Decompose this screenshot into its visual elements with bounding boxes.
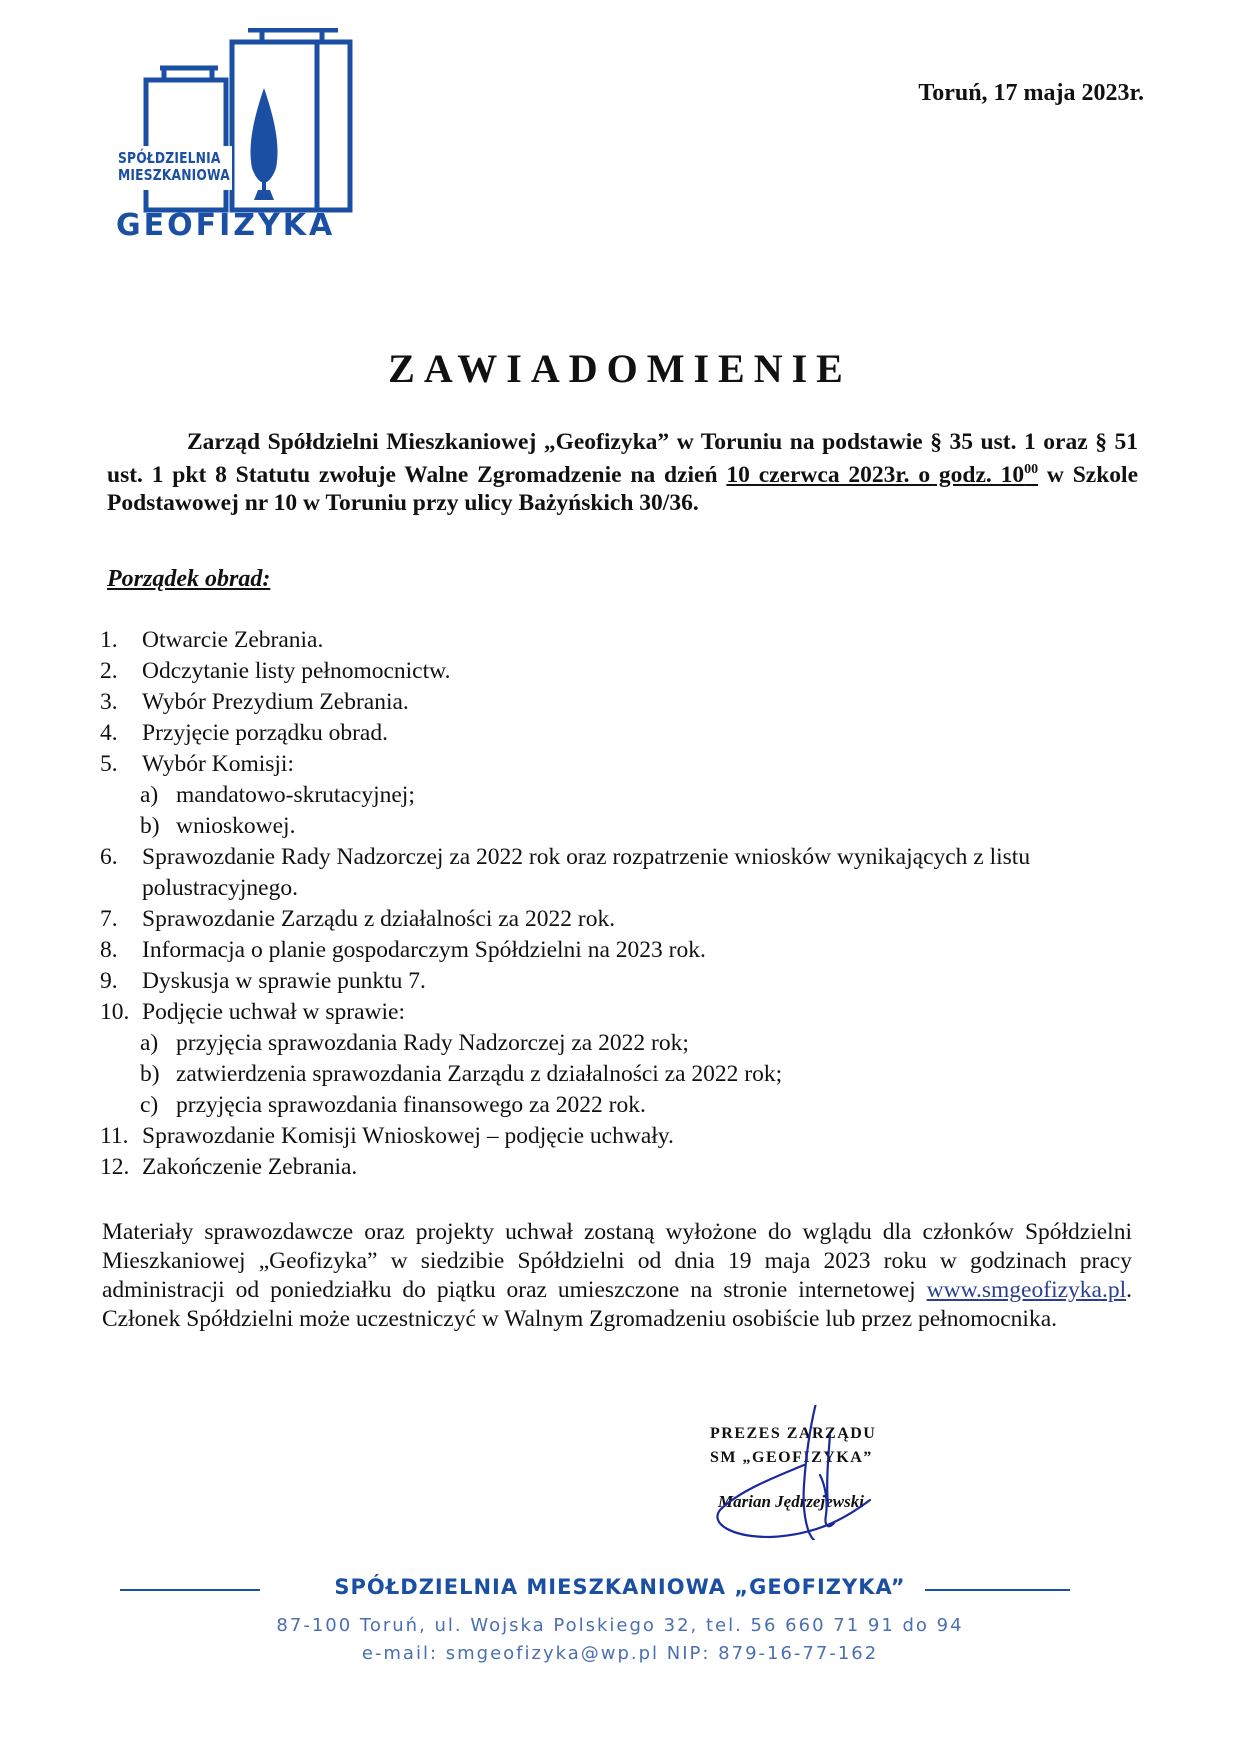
- footer-contact: e-mail: smgeofizyka@wp.pl NIP: 879-16-77-162: [361, 1643, 879, 1664]
- agenda-item-text: Otwarcie Zebrania.: [142, 627, 324, 653]
- agenda-subitem-letter: b): [140, 1061, 160, 1087]
- agenda-item-number: 3.: [100, 689, 118, 715]
- agenda-item: [100, 904, 1150, 935]
- agenda-item-number: 8.: [100, 937, 118, 963]
- agenda-item-text: Przyjęcie porządku obrad.: [142, 720, 388, 746]
- agenda-item: [100, 687, 1150, 718]
- agenda-list: [100, 625, 1150, 1183]
- agenda-item-number: 1.: [100, 627, 118, 653]
- signer-name: Marian Jędrzejewski: [718, 1492, 864, 1511]
- agenda-item-number: 4.: [100, 720, 118, 746]
- agenda-subitem-letter: a): [140, 782, 159, 808]
- signer-role-1: PREZES ZARZĄDU: [710, 1425, 877, 1442]
- agenda-subitem-text: przyjęcia sprawozdania finansowego za 2022 rok.: [176, 1092, 646, 1118]
- agenda-item-text: Zakończenie Zebrania.: [142, 1154, 358, 1180]
- meeting-date-time-text: 10 czerwca 2023r. o godz. 10: [726, 461, 1025, 488]
- handwritten-signature-icon: [700, 1405, 960, 1540]
- agenda-item-number: 12.: [100, 1154, 130, 1180]
- agenda-item-text: Odczytanie listy pełnomocnictw.: [142, 658, 451, 684]
- agenda-item-text: Sprawozdanie Komisji Wnioskowej – podjęcie uchwały.: [142, 1123, 674, 1149]
- agenda-item-number: 9.: [100, 968, 118, 994]
- agenda-subitem-letter: c): [140, 1092, 159, 1118]
- agenda-subitem: [100, 1090, 1150, 1121]
- meeting-time-minutes: 00: [1024, 462, 1039, 477]
- agenda-item: [100, 842, 1150, 904]
- agenda-heading: Porządek obrad:: [107, 566, 271, 592]
- intro-text-1: Zarząd Spółdzielni Mieszkaniowej „Geofizyka” w Toruniu na podstawie § 35 ust. 1 oraz § 51 ust. 1 pkt 8 Statutu zwołuje Walne Zgromadzenie na dzień: [107, 429, 1138, 488]
- agenda-item-number: 2.: [100, 658, 118, 684]
- agenda-item-text: Sprawozdanie Zarządu z działalności za 2022 rok.: [142, 906, 616, 932]
- place-and-date: Toruń, 17 maja 2023r.: [918, 80, 1144, 106]
- agenda-subitem-text: mandatowo-skrutacyjnej;: [176, 782, 415, 808]
- signature-block: [700, 1405, 960, 1540]
- logo-line-2: MIESZKANIOWA: [118, 166, 230, 184]
- agenda-subitem: [100, 1028, 1150, 1059]
- materials-paragraph: [102, 1218, 1132, 1334]
- agenda-subitem: [100, 1059, 1150, 1090]
- agenda-item-text: Informacja o planie gospodarczym Spółdzielni na 2023 rok.: [142, 937, 706, 963]
- agenda-subitem-text: zatwierdzenia sprawozdania Zarządu z działalności za 2022 rok;: [176, 1061, 783, 1087]
- agenda-item: [100, 749, 1150, 780]
- agenda-subitem-text: przyjęcia sprawozdania Rady Nadzorczej za 2022 rok;: [176, 1030, 689, 1056]
- agenda-item-number: 11.: [100, 1123, 129, 1149]
- intro-paragraph: [107, 428, 1138, 517]
- materials-text-1: Materiały sprawozdawcze oraz projekty uchwał zostaną wyłożone do wglądu dla członków Spółdzielni Mieszkaniowej „Geofizyka” w siedzibie Spółdzielni od dnia 19 maja 2023 roku w godzinach pracy administracji od poniedziałku do piątku oraz umieszczone na stronie internetowej: [102, 1219, 1132, 1303]
- materials-text-2: . Członek Spółdzielni może uczestniczyć w Walnym Zgromadzeniu osobiście lub przez pełnomocnika.: [102, 1277, 1132, 1332]
- agenda-item-text: Podjęcie uchwał w sprawie:: [142, 999, 405, 1025]
- agenda-item: [100, 935, 1150, 966]
- logo-brand-name: GEOFIZYKA: [116, 208, 336, 243]
- agenda-item-text: Wybór Prezydium Zebrania.: [142, 689, 409, 715]
- agenda-subitem: [100, 780, 1150, 811]
- agenda-item-number: 10.: [100, 999, 130, 1025]
- footer-address: 87-100 Toruń, ul. Wojska Polskiego 32, tel. 56 660 71 91 do 94: [276, 1615, 964, 1636]
- agenda-item-number: 5.: [100, 751, 118, 777]
- agenda-item-number: 7.: [100, 906, 118, 932]
- agenda-subitem-letter: b): [140, 813, 160, 839]
- signer-role-2: SM „GEOFIZYKA”: [710, 1449, 873, 1466]
- agenda-item-text: Dyskusja w sprawie punktu 7.: [142, 968, 426, 994]
- agenda-subitem-text: wnioskowej.: [176, 813, 296, 839]
- agenda-item: [100, 1152, 1150, 1183]
- agenda-subitem-letter: a): [140, 1030, 159, 1056]
- document-title: ZAWIADOMIENIE: [388, 346, 852, 391]
- agenda-item: [100, 997, 1150, 1028]
- cooperative-logo: [112, 28, 402, 243]
- agenda-item: [100, 625, 1150, 656]
- logo-line-1: SPÓŁDZIELNIA: [118, 149, 221, 167]
- footer-org-name: SPÓŁDZIELNIA MIESZKANIOWA „GEOFIZYKA”: [334, 1575, 906, 1599]
- agenda-subitem: [100, 811, 1150, 842]
- agenda-item: [100, 1121, 1150, 1152]
- intro-text-2: w Szkole Podstawowej nr 10 w Toruniu przy ulicy Bażyńskich 30/36.: [107, 461, 1138, 516]
- meeting-date-time: [726, 462, 1038, 488]
- agenda-item: [100, 718, 1150, 749]
- agenda-item-number: 6.: [100, 844, 118, 870]
- agenda-item-text: Wybór Komisji:: [142, 751, 294, 777]
- agenda-item: [100, 656, 1150, 687]
- agenda-item: [100, 966, 1150, 997]
- agenda-item-text: Sprawozdanie Rady Nadzorczej za 2022 rok oraz rozpatrzenie wniosków wynikających z listu polustracyjnego.: [142, 844, 1031, 901]
- website-link[interactable]: www.smgeofizyka.pl: [926, 1277, 1127, 1303]
